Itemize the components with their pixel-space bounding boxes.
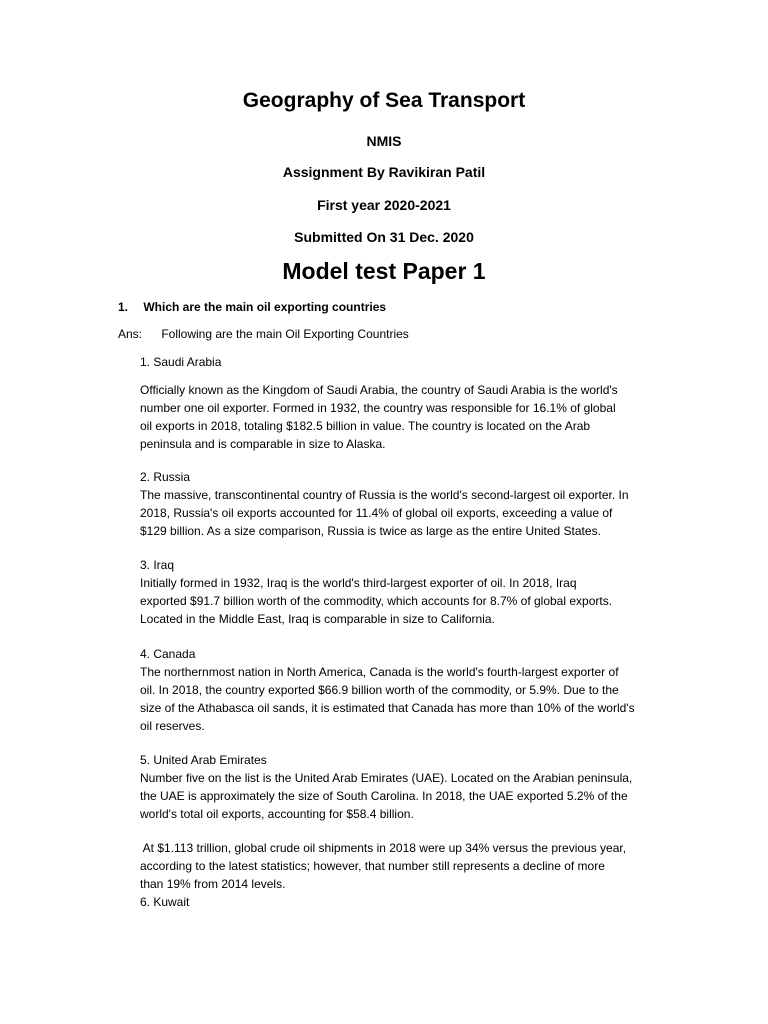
country-section-uae: [140, 751, 680, 823]
summary-and-kuwait: [140, 839, 680, 911]
answer-intro: [118, 327, 409, 341]
paragraph-line: world's total oil exports, accounting for $58.4 billion.: [140, 807, 414, 821]
country-section-canada: [140, 645, 680, 735]
paragraph-line: oil exports in 2018, totaling $182.5 billion in value. The country is located on the Arab: [140, 419, 591, 433]
question-text: Which are the main oil exporting countries: [143, 300, 387, 314]
summary-line: than 19% from 2014 levels.: [140, 877, 286, 891]
answer-label: Ans:: [118, 327, 143, 341]
paragraph-line: size of the Athabasca oil sands, it is estimated that Canada has more than 10% of the world's: [140, 701, 635, 715]
paragraph-line: Initially formed in 1932, Iraq is the world's third-largest exporter of oil. In 2018, Iraq: [140, 576, 577, 590]
author-line: Assignment By Ravikiran Patil: [282, 164, 486, 180]
paragraph-line: Number five on the list is the United Arab Emirates (UAE). Located on the Arabian peninsula,: [140, 771, 633, 785]
paragraph-line: Located in the Middle East, Iraq is comparable in size to California.: [140, 612, 495, 626]
question-number: 1.: [118, 300, 129, 314]
paragraph-line: 2018, Russia's oil exports accounted for 11.4% of global oil exports, exceeding a value of: [140, 506, 613, 520]
country-heading: 3. Iraq: [140, 558, 175, 572]
country-heading: 6. Kuwait: [140, 895, 190, 909]
paragraph-line: exported $91.7 billion worth of the commodity, which accounts for 8.7% of global exports.: [140, 594, 613, 608]
paragraph-line: $129 billion. As a size comparison, Russia is twice as large as the entire United States.: [140, 524, 601, 538]
paragraph-line: oil reserves.: [140, 719, 205, 733]
country-section-russia: [140, 468, 680, 540]
country-heading: 5. United Arab Emirates: [140, 753, 267, 767]
institution-name: NMIS: [366, 133, 402, 149]
academic-year: First year 2020-2021: [317, 197, 451, 213]
paragraph-line: oil. In 2018, the country exported $66.9 billion worth of the commodity, or 5.9%. Due to the: [140, 683, 619, 697]
question-1: [118, 300, 386, 314]
document-title: Geography of Sea Transport: [242, 89, 526, 112]
paragraph-line: The northernmost nation in North America, Canada is the world's fourth-largest exporter of: [140, 665, 619, 679]
paragraph-line: peninsula and is comparable in size to Alaska.: [140, 437, 386, 451]
summary-line: according to the latest statistics; however, that number still represents a decline of more: [140, 859, 605, 873]
submission-date: Submitted On 31 Dec. 2020: [294, 229, 474, 245]
paper-title: Model test Paper 1: [282, 258, 486, 284]
paragraph-line: the UAE is approximately the size of South Carolina. In 2018, the UAE exported 5.2% of the: [140, 789, 628, 803]
country-heading: 4. Canada: [140, 647, 196, 661]
summary-line: At $1.113 trillion, global crude oil shipments in 2018 were up 34% versus the previous year,: [140, 841, 627, 855]
paragraph-line: The massive, transcontinental country of Russia is the world's second-largest oil exporter. In: [140, 488, 629, 502]
country-heading: 1. Saudi Arabia: [140, 355, 222, 369]
country-heading: 2. Russia: [140, 470, 191, 484]
country-section-iraq: [140, 556, 680, 628]
answer-intro-text: Following are the main Oil Exporting Countries: [161, 327, 409, 341]
country-section-saudi-arabia: [140, 353, 680, 453]
paragraph-line: number one oil exporter. Formed in 1932, the country was responsible for 16.1% of global: [140, 401, 616, 415]
paragraph-line: Officially known as the Kingdom of Saudi Arabia, the country of Saudi Arabia is the world's: [140, 383, 618, 397]
